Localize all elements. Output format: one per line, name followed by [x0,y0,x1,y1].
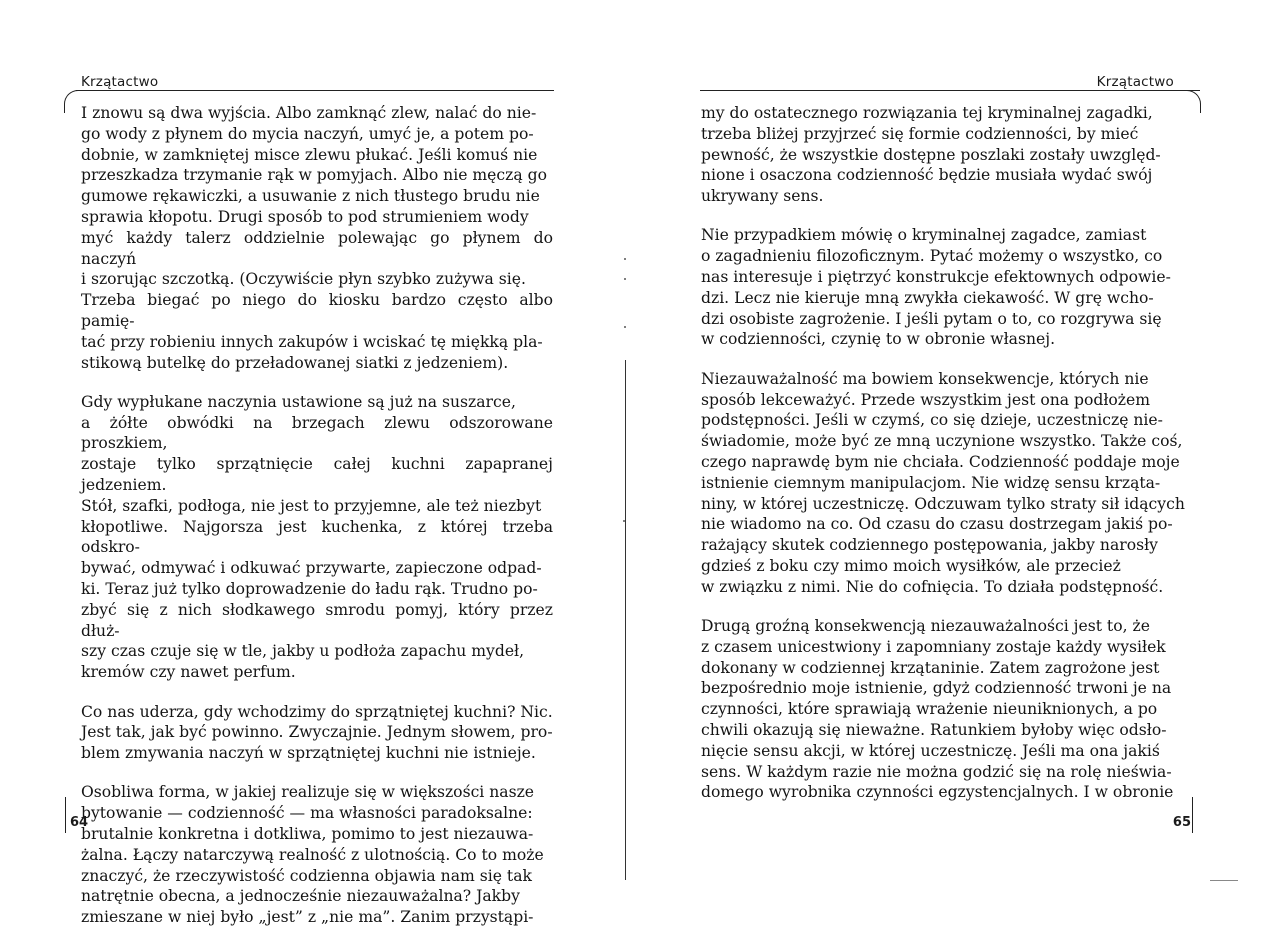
scan-speck [624,278,626,280]
scan-mark [1210,880,1238,881]
header-rule [700,90,1200,91]
paragraph: Co nas uderza, gdy wchodzimy do sprzątniętej kuchni? Nic. Jest tak, jak być powinno. Zwyczajnie. Jednym słowem, pro- blem zmywania naczyń w sprzątniętej kuchni nie istnieje. [81,702,553,763]
scan-speck [624,258,626,260]
header-rule [76,90,554,91]
page-number: 65 [1172,815,1191,830]
running-head: Krzątactwo [81,74,159,90]
gutter-shadow-line [625,360,626,880]
page-number: 64 [70,815,89,830]
left-page [0,0,620,927]
paragraph: I znowu są dwa wyjścia. Albo zamknąć zlew, nalać do nie- go wody z płynem do mycia naczyń, umyć je, a potem po- dobnie, w zamkniętej misce zlewu płukać. Jeśli komuś nie przeszkadza trzymanie rąk w pomyjach. Albo nie męczą go gumowe rękawiczki, a usuwanie z nich tłustego brudu nie sprawia kłopotu. Drugi sposób to pod strumieniem wody myć każdy talerz oddzielnie polewając go płynem do naczyń i szorując szczotką. (Oczywiście płyn szybko zużywa się. Trzeba biegać po niego do kiosku bardzo często albo pamię- tać przy robieniu innych zakupów i wciskać tę miękką pla- stikową butelkę do przeładowanej siatki z jedzeniem). [81,104,553,372]
folio-rule [65,797,66,833]
paragraph: Nie przypadkiem mówię o kryminalnej zagadce, zamiast o zagadnieniu filozoficznym. Pytać możemy o wszystko, co nas interesuje i piętrzyć konstrukcje efektownych odpowie- dzi. Lecz nie kieruje mną zwykła ciekawość. W grę wcho- dzi osobiste zagrożenie. I jeśli pytam o to, co rozgrywa się w codzienności, czynię to w obronie własnej. [701,226,1171,349]
right-page [630,0,1262,894]
body-text [701,103,1200,822]
scan-speck [623,520,625,522]
paragraph: Niezauważalność ma bowiem konsekwencje, których nie sposób lekceważyć. Przede wszystkim jest ona podłożem podstępności. Jeśli w czymś, co się dzieje, uczestniczę nie- świadomie, może być ze mną uczynione wszystko. Także coś, czego naprawdę bym nie chciała. Codzienność poddaje moje istnienie ciemnym manipulacjom. Nie widzę sensu krząta- niny, w której uczestniczę. Odczuwam tylko straty sił idących nie wiadomo na co. Od czasu do czasu dostrzegam jakiś po- rażający skutek codziennego postępowania, jakby narosły gdzieś z boku czy mimo moich wysiłków, ale przecież w związku z nimi. Nie do cofnięcia. To działa podstępność. [701,369,1185,596]
paragraph: Gdy wypłukane naczynia ustawione są już na suszarce, a żółte obwódki na brzegach zlewu odszorowane proszkiem, zostaje tylko sprzątnięcie całej kuchni zapapranej jedzeniem. Stół, szafki, podłoga, nie jest to przyjemne, ale też niezbyt kłopotliwe. Najgorsza jest kuchenka, z której trzeba odskro- bywać, odmywać i odkuwać przywarte, zapieczone odpad- ki. Teraz już tylko doprowadzenie do ładu rąk. Trudno po- zbyć się z nich słodkawego smrodu pomyj, który przez dłuż- szy czas czuje się w tle, jakby u podłoża zapachu mydeł, kremów czy nawet perfum. [81,392,553,682]
paragraph: Osobliwa forma, w jakiej realizuje się w większości nasze bytowanie — codzienność — ma własności paradoksalne: brutalnie konkretna i dotkliwa, pomimo to jest niezauwa- żalna. Łączy natarczywą realność z ulotnością. Co to może znaczyć, że rzeczywistość codzienna objawia nam się tak natrętnie obecna, a jednocześnie niezauważalna? Jakby zmieszane w niej było „jest” z „nie ma”. Zanim przystąpi- [81,783,544,927]
header-corner-mark [64,90,79,113]
folio-rule [1192,797,1193,833]
paragraph: Drugą groźną konsekwencją niezauważalności jest to, że z czasem unicestwiony i zapomniany zostaje każdy wysiłek dokonany w codziennej krzątaninie. Zatem zagrożone jest bezpośrednio moje istnienie, gdyż codzienność trwoni je na czynności, które sprawiają wrażenie nieuniknionych, a po chwili okazują się nieważne. Ratunkiem byłoby więc odsło- nięcie sensu akcji, w której uczestniczę. Jeśli ma ona jakiś sens. W każdym razie nie można godzić się na rolę nieświa- domego wyrobnika czynności egzystencjalnych. I w obronie [701,617,1174,802]
body-text [81,103,553,946]
paragraph: my do ostatecznego rozwiązania tej kryminalnej zagadki, trzeba bliżej przyjrzeć się formie codzienności, by mieć pewność, że wszystkie dostępne poszlaki zostały uwzględ- nione i osaczona codzienność będzie musiała wydać swój ukrywany sens. [701,104,1161,206]
running-head: Krzątactwo [1096,74,1174,90]
scan-speck [624,326,626,328]
